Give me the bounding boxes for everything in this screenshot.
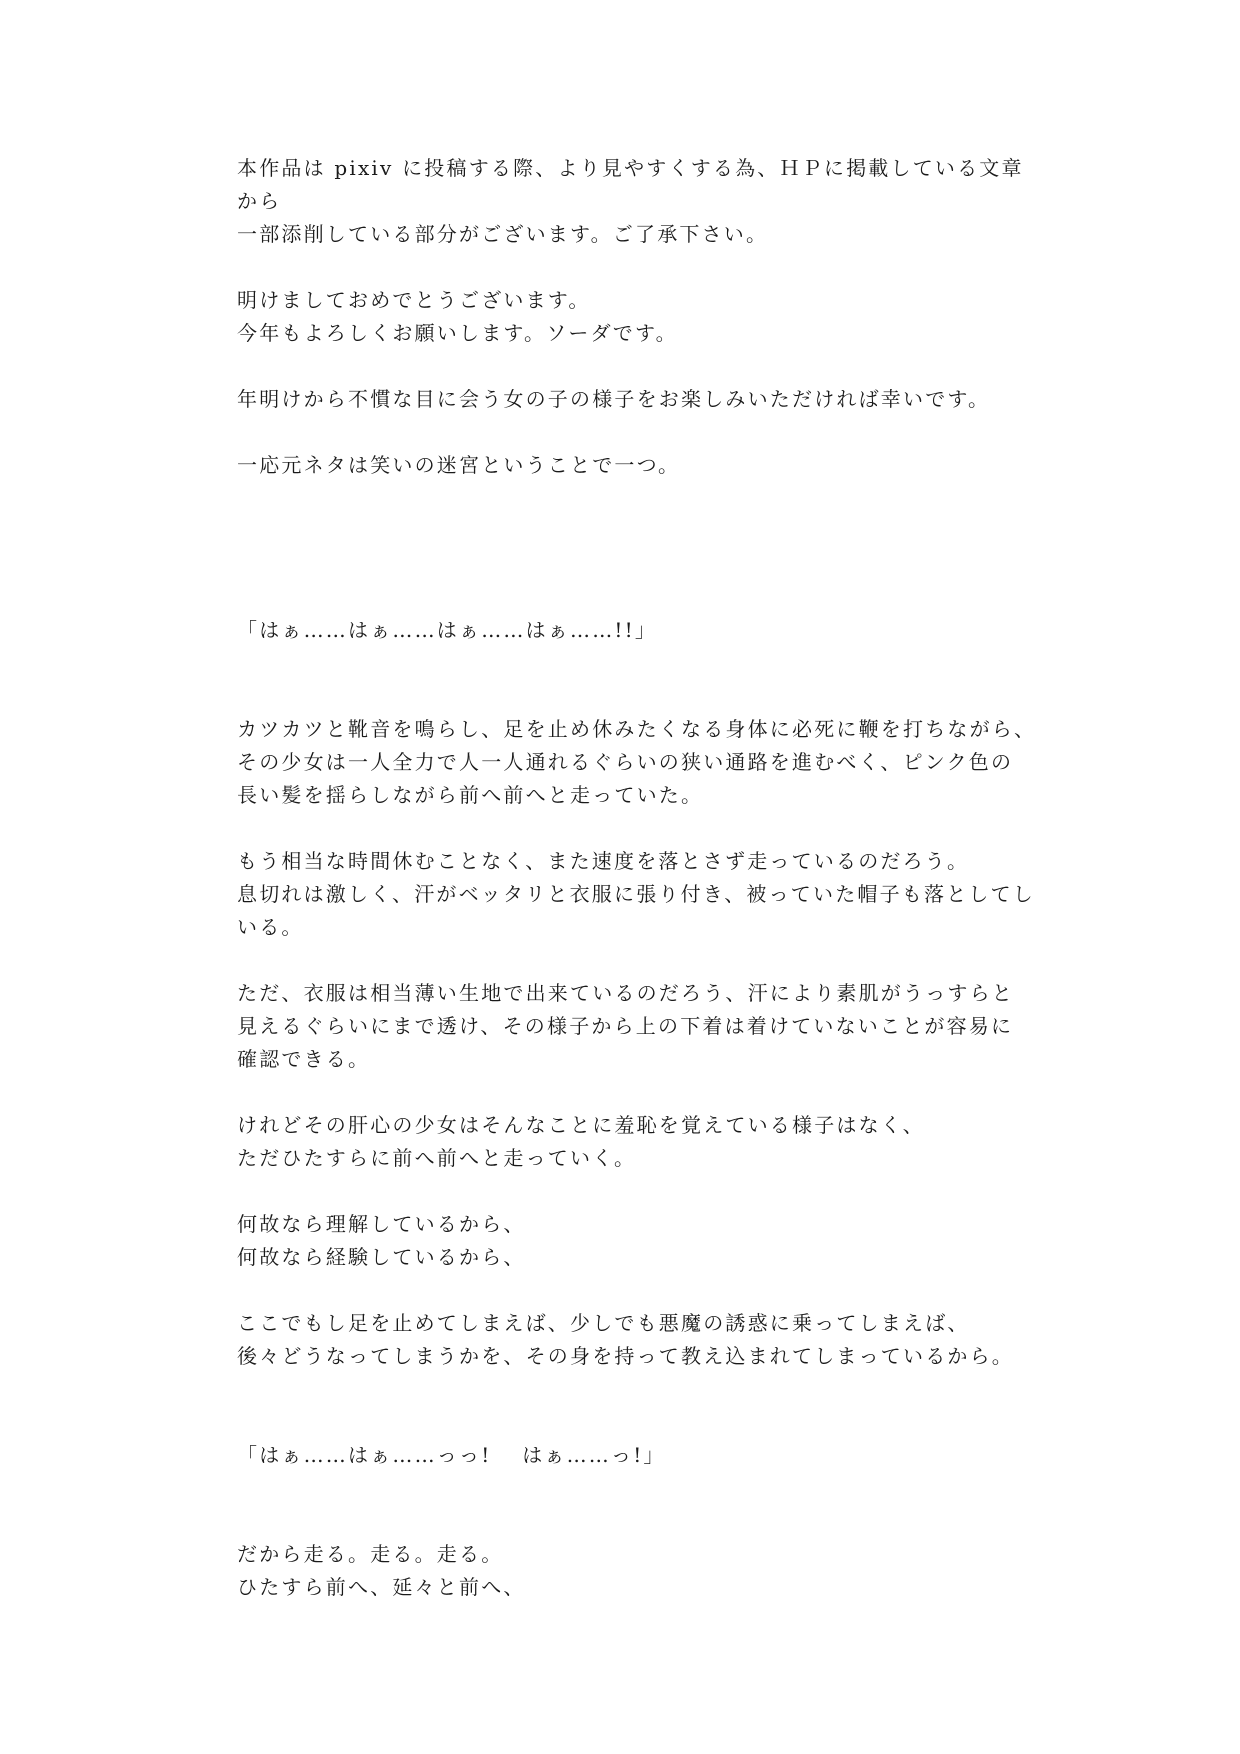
text-line: ひたすら前へ、延々と前へ、 (237, 1575, 526, 1599)
text-line: 長い髪を揺らしながら前へ前へと走っていた。 (237, 783, 704, 807)
text-line: 確認できる。 (237, 1047, 371, 1071)
text-line: 今年もよろしくお願いします。ソーダです。 (237, 321, 678, 345)
text-line: ただひたすらに前へ前へと走っていく。 (237, 1146, 637, 1170)
text-line: 一部添削している部分がございます。ご了承下さい。 (237, 222, 769, 246)
dialogue-line: 「はぁ……はぁ……っっ! はぁ……っ!」 (237, 1443, 666, 1467)
text-line: カツカツと靴音を鳴らし、足を止め休みたくなる身体に必死に鞭を打ちながら、 (237, 717, 1037, 741)
text-line: 見えるぐらいにまで透け、その様子から上の下着は着けていないことが容易に (237, 1014, 1014, 1038)
text-line: その少女は一人全力で人一人通れるぐらいの狭い通路を進むべく、ピンク色の (237, 750, 1014, 774)
text-line: 何故なら経験しているから、 (237, 1245, 526, 1269)
text-line: 息切れは激しく、汗がベッタリと衣服に張り付き、被っていた帽子も落としてし (237, 882, 1035, 906)
text-line: 年明けから不慣な目に会う女の子の様子をお楽しみいただければ幸いです。 (237, 387, 991, 411)
text-line: 後々どうなってしまうかを、その身を持って教え込まれてしまっているから。 (237, 1344, 1014, 1368)
text-line: けれどその肝心の少女はそんなことに羞恥を覚えている様子はなく、 (237, 1113, 925, 1137)
text-line: から (237, 189, 282, 213)
text-line: 何故なら理解しているから、 (237, 1212, 526, 1236)
text-line: 明けましておめでとうございます。 (237, 288, 591, 312)
text-line: だから走る。走る。走る。 (237, 1542, 504, 1566)
text-line: ただ、衣服は相当薄い生地で出来ているのだろう、汗により素肌がうっすらと (237, 981, 1014, 1005)
text-line: 本作品は pixiv に投稿する際、より見やすくする為、ＨＰに掲載している文章 (237, 156, 1024, 180)
text-line: 一応元ネタは笑いの迷宮ということで一つ。 (237, 453, 681, 477)
dialogue-line: 「はぁ……はぁ……はぁ……はぁ……!!」 (237, 618, 658, 642)
text-line: もう相当な時間休むことなく、また速度を落とさず走っているのだろう。 (237, 849, 970, 873)
text-line: いる。 (237, 915, 304, 939)
text-line: ここでもし足を止めてしまえば、少しでも悪魔の誘惑に乗ってしまえば、 (237, 1311, 970, 1335)
